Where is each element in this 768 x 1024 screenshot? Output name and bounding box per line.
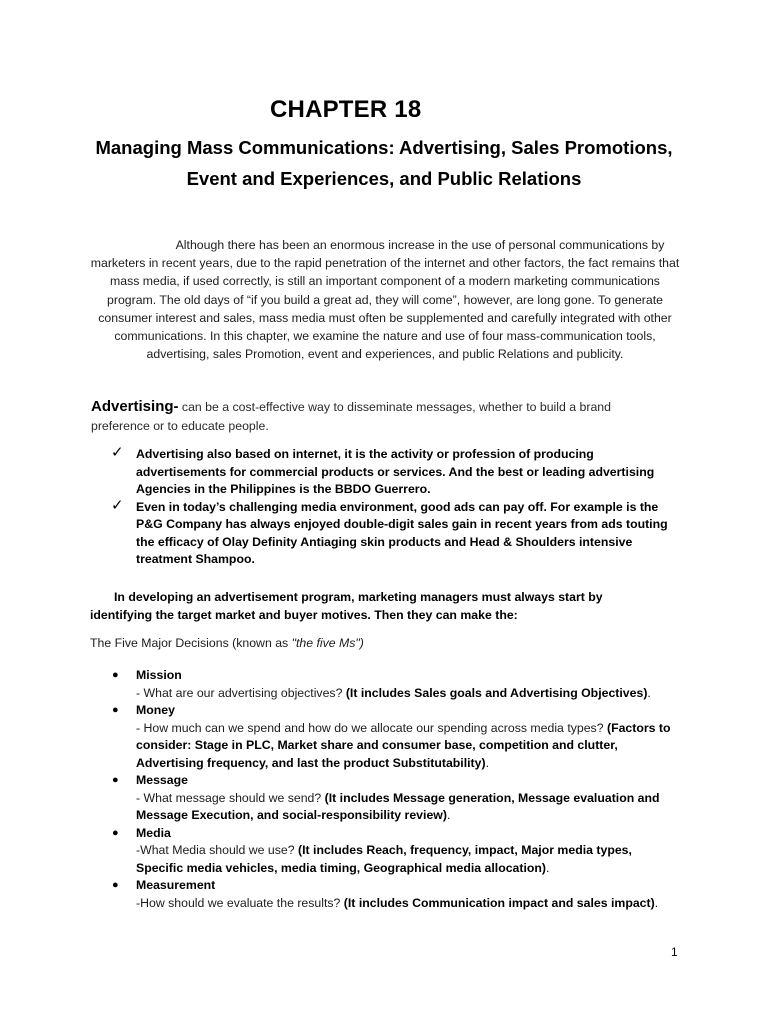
intro-text: Although there has been an enormous increase in the use of personal communications by marketers in recent years, due to the rapid penetration of the internet and other factors, the fact remains that mass media, if used correctly, is still an important component of a modern marketing communications program. The old days of “if you build a great ad, they will come”, however, are long gone. To generate consumer interest and sales, mass media must often be supplemented and carefully integrated with other communications. In this chapter, we examine the nature and use of four mass-communication tools, advertising, sales Promotion, event and experiences, and public Relations and publicity. [90, 238, 680, 362]
bullet-icon: ● [112, 879, 119, 891]
check-item-text: Even in today’s challenging media environment, good ads can pay off. For example is the P&G Company has always enjoyed double-digit sales gain in recent years from ads touting the efficacy of Olay Definity Antiaging skin products and Head & Shoulders intensive treatment Shampoo. [136, 499, 668, 566]
chapter-subtitle: Managing Mass Communications: Advertising, Sales Promotions, Event and Experiences, and Public Relations [95, 137, 673, 189]
advertising-definition [91, 397, 651, 436]
checkmark-icon: ✓ [111, 444, 124, 461]
advertising-term: Advertising- [91, 398, 179, 415]
list-item [110, 772, 680, 825]
five-ms-emphasis: "the five Ms") [291, 636, 364, 650]
decision-question: -How should we evaluate the results? [136, 895, 344, 910]
bullet-icon: ● [112, 774, 119, 786]
advertising-check-list [111, 446, 681, 569]
decision-detail: (It includes Message generation, Message evaluation and Message Execution, and social-responsibility review) [136, 790, 660, 822]
advertising-definition-text: can be a cost-effective way to disseminate messages, whether to build a brand preference or to educate people. [91, 400, 611, 433]
list-item [110, 667, 680, 702]
decision-question: - What message should we send? [136, 790, 325, 805]
decision-question: - What are our advertising objectives? [136, 685, 346, 700]
decision-end: . [546, 860, 550, 875]
five-ms-heading [90, 636, 364, 650]
page-number: 1 [671, 945, 678, 959]
bullet-icon: ● [112, 704, 119, 716]
decisions-list [110, 667, 680, 912]
decision-detail: (It includes Reach, frequency, impact, Major media types, Specific media vehicles, media timing, Geographical media allocation) [136, 843, 632, 875]
decision-name: Message [136, 773, 188, 787]
bullet-icon: ● [112, 826, 119, 839]
decision-detail: (It includes Communication impact and sales impact) [343, 895, 655, 910]
decision-end: . [647, 685, 651, 700]
bullet-icon: ● [112, 669, 119, 681]
decision-end: . [654, 895, 659, 910]
decision-name: Mission [136, 668, 182, 682]
developing-paragraph: In developing an advertisement program, marketing managers must always start by identifying the target market and buyer motives. Then they can make the: [90, 590, 603, 622]
five-ms-lead: The Five Major Decisions (known as [90, 636, 292, 650]
decision-detail: (Factors to consider: Stage in PLC, Market share and consumer base, competition and clutter, Advertising frequency, and last the product Substitutability) [136, 720, 671, 770]
decision-end: . [446, 808, 451, 822]
list-item [111, 496, 681, 569]
decision-name: Measurement [136, 878, 216, 892]
decision-end: . [485, 755, 490, 770]
decision-name: Money [136, 703, 175, 717]
decision-question: -What Media should we use? [136, 843, 298, 857]
check-item-text: Advertising also based on internet, it is the activity or profession of producing advertisements for commercial products or services. And the best or leading advertising Agencies in the Philippines is the BBDO Guerrero. [136, 447, 655, 496]
decision-name: Media [136, 825, 171, 840]
intro-paragraph [88, 236, 682, 363]
list-item [110, 825, 680, 878]
decision-detail: (It includes Sales goals and Advertising Objectives) [345, 685, 648, 700]
list-item [110, 877, 680, 912]
checkmark-icon: ✓ [111, 496, 124, 514]
chapter-title: CHAPTER 18 [270, 96, 422, 123]
decision-question: - How much can we spend and how do we allocate our spending across media types? [136, 720, 607, 735]
list-item [111, 446, 681, 499]
list-item [110, 702, 680, 772]
